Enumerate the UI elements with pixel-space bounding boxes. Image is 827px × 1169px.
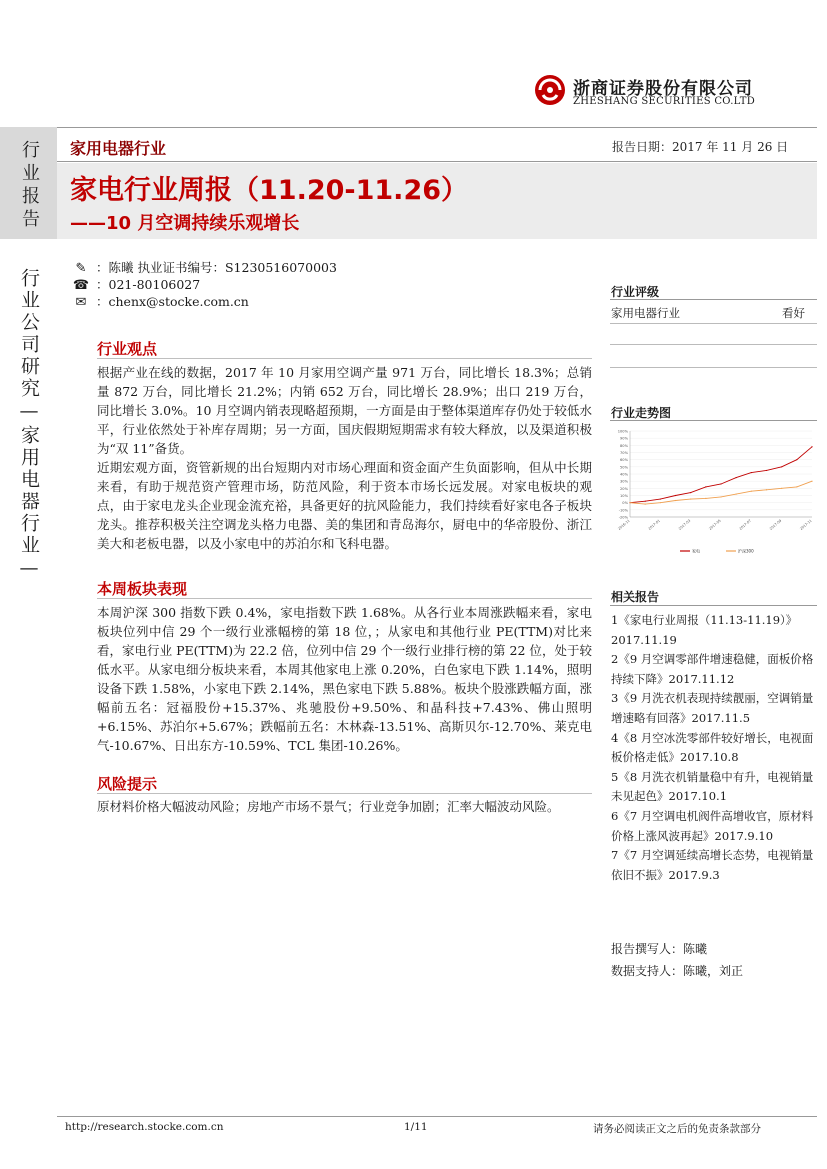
chart-point: [766, 489, 767, 490]
chart-x-tick-label: 2017-01: [647, 518, 661, 531]
chart-series-line-0: [630, 447, 812, 503]
mail-icon: ✉: [75, 295, 87, 310]
chart-point: [705, 498, 706, 499]
chart-y-tick-label: 20%: [620, 486, 628, 491]
rating-row-rule: [610, 323, 817, 324]
report-date: 报告日期：2017 年 11 月 26 日: [612, 140, 789, 154]
related-report-item[interactable]: 3《9 月洗衣机表现持续靓丽，空调销量增速略有回落》2017.11.5: [611, 691, 814, 725]
chart-point: [796, 459, 797, 460]
related-report-item[interactable]: 5《8 月洗衣机销量稳中有升，电视销量未见起色》2017.10.1: [611, 769, 814, 804]
chart-point: [660, 498, 661, 499]
risk-paragraph: 原材料价格大幅波动风险；房地产市场不景气；行业竞争加剧；汇率大幅波动风险。: [97, 799, 560, 814]
weekly-paragraph: 本周沪深 300 指数下跌 0.4%，家电指数下跌 1.68%。从各行业本周涨跌幅来看，家电板块位列中信 29 个一级行业涨幅榜的第 18 位，；从家电和其他行业 PE(TTM)对比来看，家电行业 PE(TTM)为 22.2 倍，位列中信 29 个一级行业排行榜的第 22 位，处于较低水平。从家电细分板块来看，本周其他家电上涨 0.20%，白色家电下跌 1.14%，照明设备下跌 1.58%，小家电下跌 2.14%，黑色家电下跌 5.88%。板块个股涨跌幅方面，涨幅前五名：冠福股份+15.37%、兆驰股份+9.50%、和晶科技+7.43%、佛山照明+6.15%、苏泊尔+5.67%；跌幅前五名：木林森-13.51%、高斯贝尔-12.70%、莱克电气-10.67%、日出东方-10.59%、TCL 集团-10.26%。: [97, 605, 592, 753]
section-title-view: 行业观点: [97, 340, 158, 358]
analyst-name-line: ✎ ：陈曦 执业证书编号：S1230516070003: [72, 258, 337, 276]
rating-row-rule: [610, 367, 817, 368]
rating-rule: [610, 299, 817, 300]
section-rule: [97, 358, 592, 359]
page-subtitle: ——10 月空调持续乐观增长: [70, 213, 300, 234]
chart-point: [675, 500, 676, 501]
view-paragraph-2: 近期宏观方面，资管新规的出台短期内对市场心理面和资金面产生负面影响，但从中长期来看，有助于规范资产管理市场，防范风险，利于资本市场长远发展。对家电板块的观点，由于家电龙头企业现金流充裕，具备更好的抗风险能力，我们持续看好家电各子板块龙头。推荐积极关注空调龙头格力电器、美的集团和青岛海尔，厨电中的华帝股份、浙江美大和老板电器，以及小家电中的苏泊尔和飞科电器。: [97, 460, 592, 551]
chart-x-tick-label: 2017-05: [708, 518, 722, 531]
chart-point: [766, 470, 767, 471]
rating-industry: 家用电器行业: [611, 306, 680, 320]
chart-x-tick-label: 2017-09: [768, 518, 783, 531]
section-rule: [97, 793, 592, 794]
chart-point: [736, 477, 737, 478]
footer-disclaimer: 请务必阅读正文之后的免责条款部分: [593, 1123, 761, 1135]
chart-x-tick-label: 2017-03: [677, 518, 692, 531]
header-industry: 家用电器行业: [70, 139, 167, 158]
chart-legend-label: 家电: [692, 548, 700, 554]
chart-point: [736, 493, 737, 494]
data-support: 数据支持人：陈曦，刘正: [611, 964, 744, 978]
zheshang-logo-icon: [533, 73, 567, 107]
related-reports-title: 相关报告: [611, 590, 660, 604]
section-title-weekly: 本周板块表现: [97, 580, 188, 598]
analyst-phone-line: ☎ ：021-80106027: [72, 277, 201, 293]
report-writer: 报告撰写人：陈曦: [611, 942, 708, 956]
sidebar-category: 行业公司研究—家用电器行业—: [18, 268, 40, 582]
chart-point: [629, 502, 630, 503]
phone-icon: ☎: [72, 278, 90, 293]
chart-point: [811, 481, 812, 482]
chart-point: [675, 495, 676, 496]
industry-trend-chart: [612, 427, 817, 577]
chart-legend-label: 沪深300: [738, 548, 754, 554]
chart-y-tick-label: 100%: [617, 429, 628, 434]
related-report-item[interactable]: 7《7 月空调延续高增长态势，电视销量依旧不振》2017.9.3: [611, 848, 814, 882]
pen-icon: ✎: [75, 261, 87, 276]
chart-point: [751, 491, 752, 492]
chart-point: [720, 483, 721, 484]
company-name-cn: 浙商证券股份有限公司: [573, 79, 753, 99]
chart-y-tick-label: 80%: [620, 443, 628, 448]
trend-rule: [610, 420, 817, 421]
footer-url-link[interactable]: http://research.stocke.com.cn: [65, 1121, 224, 1133]
chart-point: [660, 502, 661, 503]
chart-point: [690, 498, 691, 499]
rating-title: 行业评级: [611, 285, 660, 299]
view-paragraph-1: 根据产业在线的数据，2017 年 10 月家用空调产量 971 万台，同比增长 18.3%；总销量 872 万台，同比增长 21.2%；内销 652 万台，同比增长 28.9%；出口 219 万台，同比增长 3.0%。10 月空调内销表现略超预期，一方面是由于整体渠道库存仍处于较低水平，行业依然处于补库存周期；另一方面，国庆假期短期需求有较大释放，以及渠道积极为“双 11”备货。: [97, 365, 592, 456]
chart-point: [705, 486, 706, 487]
footer-rule: [57, 1116, 817, 1117]
chart-y-tick-label: 50%: [620, 465, 628, 470]
chart-y-tick-label: 30%: [620, 479, 628, 484]
related-report-item[interactable]: 6《7 月空调电机阀件高增收官，原材料价格上涨风波再起》2017.9.10: [611, 808, 814, 843]
chart-series-line-1: [630, 481, 812, 504]
chart-y-tick-label: 40%: [620, 472, 628, 477]
chart-y-tick-label: 0%: [622, 501, 628, 506]
section-title-risk: 风险提示: [97, 775, 158, 793]
rating-row-rule: [610, 344, 817, 345]
analyst-email-line: ✉ ：chenx@stocke.com.cn: [72, 292, 249, 310]
trend-title: 行业走势图: [611, 406, 672, 420]
chart-point: [645, 504, 646, 505]
chart-x-tick-label: 2017-07: [738, 518, 752, 531]
chart-y-tick-label: 60%: [620, 458, 628, 463]
company-name-en: ZHESHANG SECURITIES CO.LTD: [573, 96, 756, 107]
chart-x-tick-label: 2017-11: [799, 518, 813, 531]
chart-y-tick-label: 70%: [620, 451, 628, 455]
related-reports-rule: [610, 605, 817, 606]
page-number: 1/11: [404, 1121, 428, 1133]
chart-x-tick-label: 2016-11: [617, 518, 631, 531]
header-rule-bottom: [57, 161, 817, 162]
chart-point: [811, 446, 812, 447]
related-reports-list: [611, 611, 817, 885]
chart-point: [796, 486, 797, 487]
chart-point: [781, 466, 782, 467]
sidebar-report-type: 行业报告: [19, 140, 40, 232]
related-report-item[interactable]: 1《家电行业周报（11.13-11.19）》2017.11.19: [611, 613, 798, 647]
rating-value: 看好: [782, 306, 805, 320]
related-report-item[interactable]: 2《9 月空调零部件增速稳健，面板价格持续下降》2017.11.12: [611, 652, 814, 686]
chart-y-tick-label: 10%: [620, 494, 628, 498]
header-rule-top: [57, 127, 817, 128]
chart-y-tick-label: -20%: [618, 515, 628, 520]
chart-point: [645, 501, 646, 502]
chart-point: [690, 492, 691, 493]
chart-point: [751, 472, 752, 473]
chart-point: [781, 488, 782, 489]
page-title: 家电行业周报（11.20-11.26）: [70, 175, 469, 206]
section-rule: [97, 598, 592, 599]
chart-y-tick-label: 90%: [620, 436, 628, 441]
chart-y-tick-label: -10%: [618, 508, 628, 513]
chart-point: [720, 496, 721, 497]
related-report-item[interactable]: 4《8 月空冰洗零部件较好增长，电视面板价格走低》2017.10.8: [611, 730, 814, 765]
